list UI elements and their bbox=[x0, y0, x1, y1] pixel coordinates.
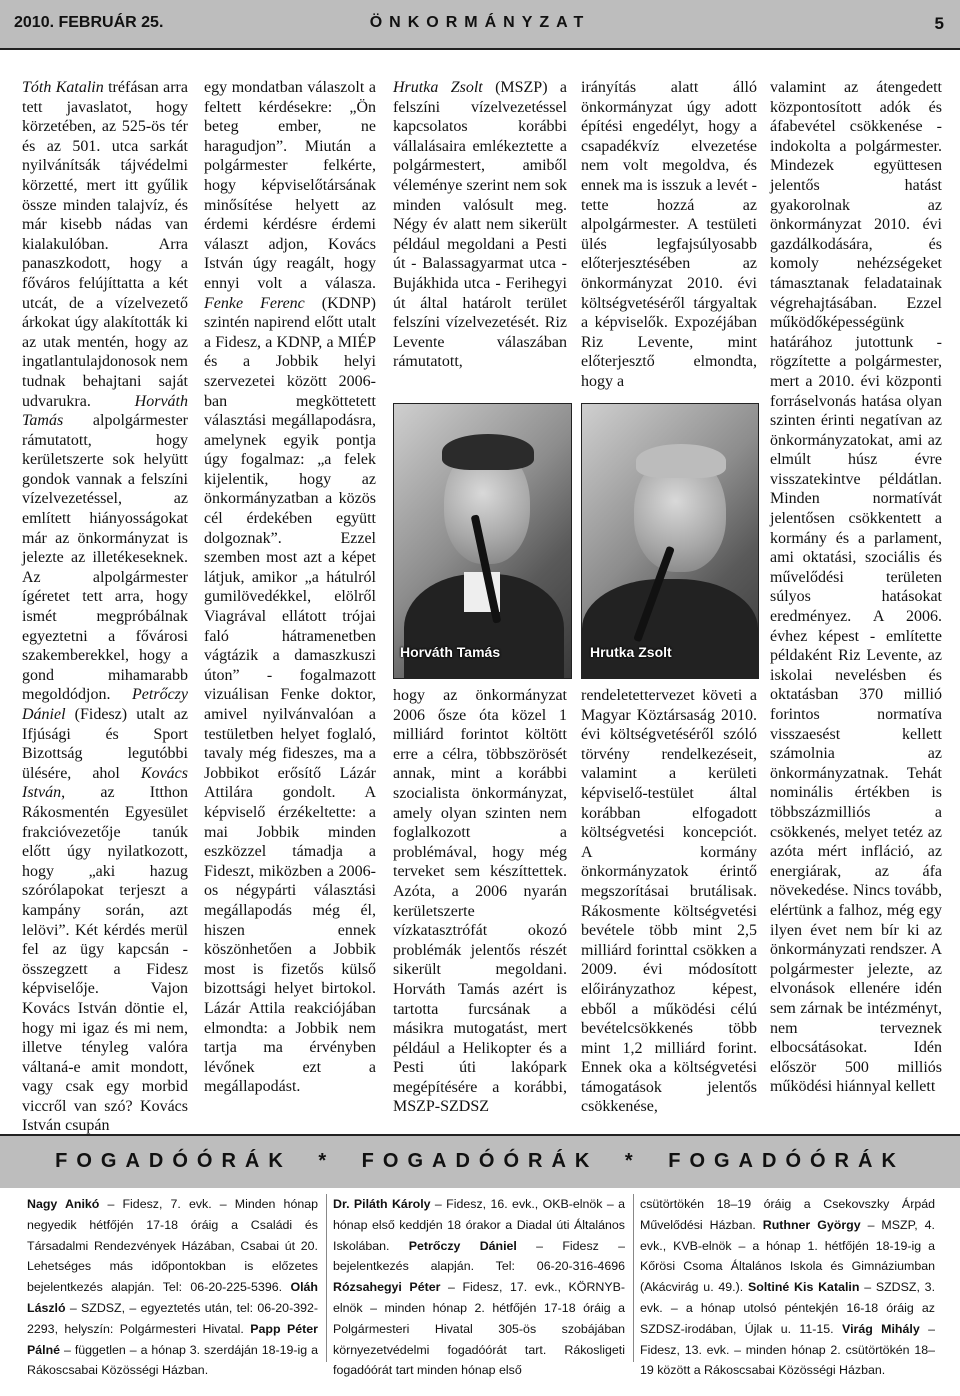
office-hours-detail: – Fidesz – bejelentkezés alapján. Tel: 06-20-316-4696 bbox=[333, 1238, 625, 1274]
representative-name: Nagy Anikó bbox=[27, 1197, 100, 1211]
text-run: valamint az átengedett központosított adók és áfabevétel csökkenése - indokolta a polgármester. Mindezek együttesen jelentős hatást gyakorolnak az önkormányzat 2010. évi gazdálkodására, és komoly nehézségeket támasztanak feladatainak végrehajtásában. Ezzel működőképességünk határához jutottunk - rögzítette a polgármester, mert a 2010. évi központi forráselvonás hatása olyan szinten érinti negatívan az önkormányzatokat, ami az elmúlt húsz évre visszatekintve példátlan. Minden normatívát jelentősen csökkentett a kormány és a parlament, ami oktatási, szociális és művelődési területen súlyos hatásokat eredményez. A 2006. évhez képest - említette példaként Riz Levente, az iskolai nevelésben és oktatásban 370 millió forintos normatíva visszaesést kellett számolnia az önkormányzatnak. Tehát nominális értékben is többszázmilliós a csökkenés, melyet tetéz az azóta mért infláció, az energiárak, az áfa növekedése. Nincs tovább, elértünk a falhoz, még egy ilyen évet nem bír ki az önkormányzati rendszer. A polgármester jelezte, az elvonások ellenére idén sem zárnak be intézményt, nem terveznek elbocsátásokat. Idén először 500 milliós működési hiánnyal kellett bbox=[770, 79, 942, 1096]
office-hours-column-1 bbox=[27, 1194, 318, 1381]
person-name: Horváth Tamás bbox=[22, 392, 188, 430]
text-run: rendeletettervezet követi a Magyar Köztársaság 2010. évi költségvetéséről szóló törvény rendelkezéseit, valamint a kerületi képviselő-testület által korábban elfogadott költségvetési koncepciót. A kormány önkormányzatok érintő megszorításai brutálisak. Rákosmente költségvetési bevétele több mint 2,5 milliárd forinttal csökken a 2009. évi módosított előirányzathoz képest, ebből a működési célú bevételcsökkenés több mint 1,2 milliárd forint. Ennek oka a költségvetési támogatások jelentős csökkenése, bbox=[581, 687, 757, 1116]
representative-name: Ruthner György bbox=[762, 1217, 861, 1232]
office-hours-detail: – MSZP, 4. evk., KVB-elnök – a hónap 1. hétfőjén 18-19-ig a Kőrösi Csoma Általános Iskola és Gimnáziumban (Akácvirág u. 49.). bbox=[640, 1217, 935, 1295]
office-hours-detail: csütörtökén 18–19 óráig a Csekovszky Árpád Művelődési Házban. bbox=[640, 1197, 935, 1232]
column-divider bbox=[633, 1194, 634, 1362]
section-title: ÖNKORMÁNYZAT bbox=[369, 14, 591, 31]
photo-caption: Horváth Tamás bbox=[400, 644, 501, 660]
page-header bbox=[0, 0, 960, 50]
text-run: (KDNP) szintén napirend előtt utalt a Fidesz, a KDNP, a MIÉP és a Jobbik helyi szervezetei között 2006-ban megköttetett választási megállapodásra, amelynek egyik pontja úgy fogalmaz: „a felek kijelentik, hogy az önkormányzatban a közös cél érdekében együtt dolgoznak”. Ezzel szemben most azt a képet látjuk, amikor „a hátulról gumilövedékkel, elölről Viagrával ellátott trójai faló hátramenetben vágtázik a damaszkuszi úton” - fogalmazott vizuálisan Fenke doktor, amivel nyilvánvalóan a testületben helyet foglaló, tavaly még fideszes, ma a Jobbikot erősítő Lázár Attilára gondolt. A képviselő érzékeltette: a mai Jobbik minden eszközzel támadja a Fideszt, miközben a 2006-os négypárti választási megállapodás még él, hiszen ennek köszönhetően a Jobbik most is fizetős külső bizottsági helyet birtokol. Lázár Attila reakciójában elmondta: a Jobbik nem tartja ma érvényben lévőnek ezt a megállapodást. bbox=[204, 294, 376, 1096]
office-hours-detail: – független – a hónap 3. szerdáján 18-19-ig a Rákoscsabai Közösségi Házban. bbox=[27, 1342, 318, 1378]
person-name: Petrőczy Dániel bbox=[22, 686, 188, 723]
person-name: Tóth Katalin bbox=[22, 79, 104, 96]
office-hours-column-3 bbox=[640, 1194, 935, 1381]
text-run: egy mondatban válaszolt a feltett kérdésekre: „Ön beteg ember, ne haragudjon”. Miután a polgármester felkérte, hogy képviselőtársának minősítése helyett az érdemi kérdésre érdemi választ adjon, Kovács István úgy reagált, hogy ennyi volt a válasza. bbox=[204, 79, 376, 292]
article-column-1 bbox=[22, 78, 188, 1136]
representative-name: Oláh László bbox=[27, 1280, 318, 1315]
photo-caption: Hrutka Zsolt bbox=[590, 644, 672, 660]
representative-name: Petrőczy Dániel bbox=[408, 1238, 517, 1253]
office-hours-detail: – SZDSZ, – egyeztetés után, tel: 06-20-392-2293, helyszín: Polgármesteri Hivatal. bbox=[27, 1300, 318, 1336]
text-run: hogy az önkormányzat 2006 ősze óta közel 1 milliárd forintot költött erre a célra, többszörösét annak, mint a korábbi szocialista önkormányzat, amely olyan szinten nem foglalkozott a problémával, hogy még terveket sem készíttettek. Azóta, a 2006 nyarán kerületszerte vízkatasztrófát okozó problémák jelentős részét sikerült megoldani. Horváth Tamás azért is tartotta furcsának a másikra mutogatást, mert például a Helikopter és a Pesti úti lakópark megépítésére a korábbi, MSZP-SZDSZ bbox=[393, 687, 567, 1116]
office-hours-detail: – Fidesz, 13. evk. – minden hónap 2. csütörtökén 18–19 között a Rákoscsabai Közösségi Házban. bbox=[640, 1321, 936, 1378]
representative-name: Papp Péter Pálné bbox=[27, 1321, 318, 1357]
text-run: , az Itthon Rákosmentén Egyesület frakcióvezetője tanúk előtt úgy nyilatkozott, hogy „aki hazug szórólapokat terjeszt a kampány során, azt lelövi”. Két kérdés merül fel az ügy kapcsán - összegzett a Fidesz képviselője. Vajon Kovács István döntie el, hogy mi igaz és mi nem, illetve tényleg valóra váltaná-e amit mondott, vagy csak egy morbid viccről van szó? Kovács István csupán bbox=[22, 784, 188, 1135]
person-name: Kovács István bbox=[22, 764, 188, 802]
article-column-3-top bbox=[393, 78, 567, 372]
article-column-4-top bbox=[581, 78, 757, 392]
text-run: tréfásan arra tett javaslatot, hogy körzetében, az 525-ös tér és az 501. utca sarkát nyilvánítsák tájvédelmi körzetté, mert itt gyűlik össze minden talajvíz, és már kisebb nádas van kialakulóban. Arra panaszkodott, hogy a főváros felújíttatta a két utcát, de a vízelvezető árkokat úgy alakították ki az utak mentén, hogy az ingatlantulajdonosok nem tudnak behajtani saját udvarukra. bbox=[22, 79, 188, 410]
column-divider bbox=[326, 1194, 327, 1362]
article-column-2 bbox=[204, 78, 376, 1097]
text-run: alpolgármester rámutatott, hogy kerületszerte sok helyütt gondok vannak a felszíni vízelvezetéssel, az említett hiányosságokat már az önkormányzat is jelezte az illetékeseknek. Az alpolgármester ígéretet tett arra, hogy ismét megpróbálnak egyeztetni a fővárosi szakemberekkel, hogy a gond mihamarabb megoldódjon. bbox=[22, 412, 188, 704]
article-column-4-bottom bbox=[581, 686, 757, 1117]
article-column-3-bottom bbox=[393, 686, 567, 1117]
article-column-5 bbox=[770, 78, 942, 1097]
office-hours-banner bbox=[0, 1134, 960, 1188]
person-name: Fenke Ferenc bbox=[204, 294, 305, 312]
page-number: 5 bbox=[934, 14, 944, 33]
representative-name: Virág Mihály bbox=[842, 1321, 920, 1336]
office-hours-detail: – SZDSZ, 3. evk. – a hónap utolsó péntekjén 16-18 óráig az SZDSZ-irodában, Újlak u. 11-15. bbox=[640, 1280, 936, 1336]
representative-name: Dr. Piláth Károly bbox=[333, 1197, 431, 1211]
text-run: (MSZP) a felszíni vízelvezetéssel kapcsolatos korábbi vállalásaira emlékeztette a polgármestert, amiből véleménye szerint nem sok minden valósult meg. Négy év alatt nem sikerült például megoldani a Pesti út - Balassagyarmat utca - Bujákhida utca - Ferihegyi út által határolt terület felszíni vízelvezetését. Riz Levente válaszában rámutatott, bbox=[393, 79, 568, 371]
representative-name: Soltiné Kis Katalin bbox=[747, 1280, 860, 1295]
photo-horvath-tamas bbox=[393, 403, 572, 679]
person-name: Hrutka Zsolt bbox=[393, 79, 483, 96]
office-hours-detail: – Fidesz, 17. evk., KÖRNYB-elnök – minden hónap 2. hétfőjén 17-18 óráig a Polgármesteri Hivatal 305-ös szobájában környezetvédelmi fogadóórát tart. Rákosligeti fogadóórát tart minden hónap első bbox=[333, 1280, 626, 1378]
office-hours-detail: – Fidesz, 7. evk. – Minden hónap negyedik hétfőjén 17-18 óráig a Családi és Társadalmi Rendezvények Házában, Csabai út 20. Lehetséges más időpontokban is előzetes bejelentkezés alapján. Tel: 06-20-225-5396. bbox=[27, 1197, 319, 1295]
photo-hrutka-zsolt bbox=[581, 403, 759, 679]
representative-name: Rózsahegyi Péter bbox=[333, 1280, 441, 1295]
text-run: (Fidesz) utalt az Ifjúsági és Sport Bizottság legutóbbi ülésére, ahol bbox=[22, 706, 188, 782]
issue-date: 2010. FEBRUÁR 25. bbox=[14, 14, 164, 31]
text-run: irányítás alatt álló önkormányzat úgy adott építési engedélyt, hogy a csapadékvíz elvezetése nem volt megoldva, és ennek ma is isszuk a levét - tette hozzá az alpolgármester. A testületi ülés legfajsúlyosabb előterjesztésében az önkormányzat 2010. évi költségvetéséről tárgyaltak a képviselők. Expozéjában Riz Levente, mint előterjesztő elmondta, hogy a bbox=[581, 79, 757, 390]
office-hours-column-2 bbox=[333, 1194, 625, 1381]
banner-text: FOGADÓÓRÁK * FOGADÓÓRÁK * FOGADÓÓRÁK bbox=[55, 1150, 905, 1172]
office-hours-detail: – Fidesz, 16. evk., OKB-elnök – a hónap első keddjén 18 órakor a Diadal úti Általános Iskolában. bbox=[333, 1197, 626, 1253]
